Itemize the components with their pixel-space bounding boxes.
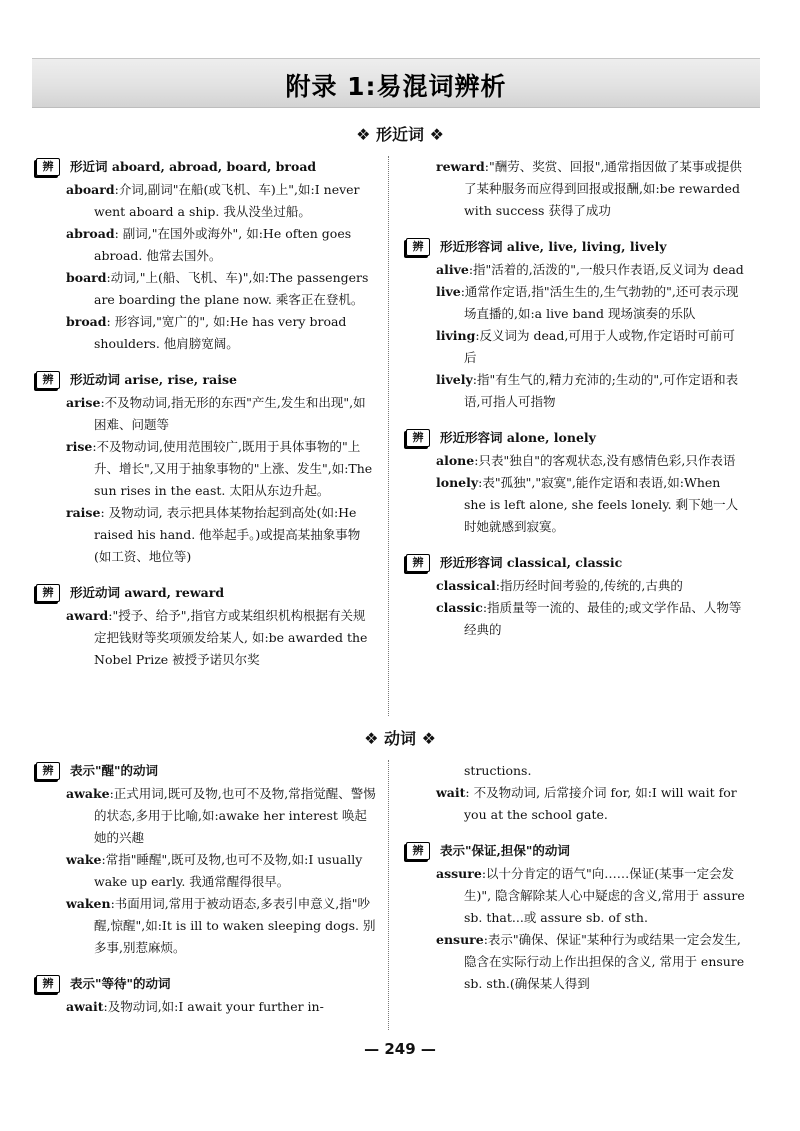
entry bbox=[66, 893, 376, 959]
entry-definition: :书面用词,常用于被动语态,多表引申意义,指"吵醒,惊醒",如:It is ill to waken sleeping dogs. 别多事,别惹麻烦。 bbox=[94, 896, 376, 955]
entry bbox=[66, 179, 376, 223]
entry-word: alone bbox=[436, 453, 475, 468]
bian-badge-icon: 辨 bbox=[36, 584, 60, 602]
group-heading: 辨 形近动词 arise, rise, raise bbox=[36, 369, 376, 391]
entry bbox=[66, 502, 376, 568]
left-column-upper bbox=[36, 156, 376, 671]
entry-word: reward bbox=[436, 159, 485, 174]
entry-word: waken bbox=[66, 896, 111, 911]
entry-definition: :正式用词,既可及物,也可不及物,常指觉醒、警惕的状态,多用于比喻,如:awake her interest 唤起她的兴趣 bbox=[94, 786, 376, 845]
entry-definition: :通常作定语,指"活生生的,生气勃勃的",还可表示现场直播的,如:a live band 现场演奏的乐队 bbox=[460, 284, 739, 321]
group-heading: 辨 形近形容词 alone, lonely bbox=[406, 427, 746, 449]
entry bbox=[66, 436, 376, 502]
group-heading: 辨 表示"醒"的动词 bbox=[36, 760, 376, 782]
entry-definition: :指历经时间考验的,传统的,古典的 bbox=[495, 578, 683, 593]
entry-word: classical bbox=[436, 578, 496, 593]
entry-definition: :反义词为 dead,可用于人或物,作定语时可前可后 bbox=[464, 328, 735, 365]
entry bbox=[66, 996, 376, 1018]
entry-definition: : 形容词,"宽广的", 如:He has very broad shoulders. 他肩膀宽阔。 bbox=[94, 314, 347, 351]
entry-definition: :"授予、给予",指官方或某组织机构根据有关规定把钱财等奖项颁发给某人, 如:be awarded the Nobel Prize 被授予诺贝尔奖 bbox=[94, 608, 368, 667]
page-title: 附录 1:易混词辨析 bbox=[285, 72, 507, 101]
column-divider bbox=[388, 760, 389, 1030]
group-heading: 辨 形近形容词 alive, live, living, lively bbox=[406, 236, 746, 258]
entry bbox=[436, 369, 746, 413]
entry bbox=[436, 929, 746, 995]
entry-continuation: structions. bbox=[464, 763, 532, 778]
entry-word: living bbox=[436, 328, 476, 343]
title-banner bbox=[32, 58, 760, 108]
entry-word: rise bbox=[66, 439, 93, 454]
entry-definition: :指"有生气的,精力充沛的;生动的",可作定语和表语,可指人可指物 bbox=[464, 372, 739, 409]
section-title-verbs: ❖ 动词 ❖ bbox=[364, 729, 436, 748]
entry-definition: :"酬劳、奖赏、回报",通常指因做了某事或提供了某种服务而应得到回报或报酬,如:be rewarded with success 获得了成功 bbox=[464, 159, 742, 218]
section-title-similar-words: ❖ 形近词 ❖ bbox=[356, 125, 444, 144]
entry-definition: :指"活着的,活泼的",一般只作表语,反义词为 dead bbox=[468, 262, 744, 277]
entry-definition: : 及物动词, 表示把具体某物抬起到高处(如:He raised his hand. 他举起手。)或提高某抽象事物(如工资、地位等) bbox=[94, 505, 361, 564]
entry-definition: : 不及物动词, 后常接介词 for, 如:I will wait for you at the school gate. bbox=[464, 785, 737, 822]
bian-badge-icon: 辨 bbox=[36, 158, 60, 176]
entry bbox=[66, 605, 376, 671]
entry-word: aboard bbox=[66, 182, 115, 197]
entry-definition: :不及物动词,指无形的东西"产生,发生和出现",如困难、问题等 bbox=[94, 395, 366, 432]
entry-word: await bbox=[66, 999, 104, 1014]
left-column-lower bbox=[36, 760, 376, 1018]
entry bbox=[436, 472, 746, 538]
bian-badge-icon: 辨 bbox=[406, 429, 430, 447]
group-heading: 辨 表示"等待"的动词 bbox=[36, 973, 376, 995]
entry-definition: :表"孤独","寂寞",能作定语和表语,如:When she is left alone, she feels lonely. 剩下她一人时她就感到寂寞。 bbox=[464, 475, 739, 534]
entry-word: abroad bbox=[66, 226, 115, 241]
entry bbox=[436, 597, 746, 641]
entry-definition: : 副词,"在国外或海外", 如:He often goes abroad. 他常去国外。 bbox=[94, 226, 352, 263]
entry-word: raise bbox=[66, 505, 101, 520]
page-number: — 249 — bbox=[364, 1040, 436, 1058]
entry-definition: :动词,"上(船、飞机、车)",如:The passengers are boarding the plane now. 乘客正在登机。 bbox=[94, 270, 369, 307]
bian-badge-icon: 辨 bbox=[406, 238, 430, 256]
bian-badge-icon: 辨 bbox=[406, 842, 430, 860]
entry bbox=[436, 156, 746, 222]
entry-definition: :介词,副词"在船(或飞机、车)上",如:I never went aboard a ship. 我从没坐过船。 bbox=[94, 182, 360, 219]
entry-word: lively bbox=[436, 372, 473, 387]
entry-word: live bbox=[436, 284, 461, 299]
bian-badge-icon: 辨 bbox=[36, 371, 60, 389]
bian-badge-icon: 辨 bbox=[406, 554, 430, 572]
entry-word: award bbox=[66, 608, 109, 623]
entry bbox=[436, 259, 746, 281]
entry-word: broad bbox=[66, 314, 107, 329]
entry bbox=[436, 325, 746, 369]
column-divider bbox=[388, 156, 389, 716]
entry bbox=[436, 863, 746, 929]
bian-badge-icon: 辨 bbox=[36, 762, 60, 780]
entry bbox=[66, 267, 376, 311]
entry-word: lonely bbox=[436, 475, 479, 490]
entry-word: awake bbox=[66, 786, 110, 801]
entry bbox=[66, 311, 376, 355]
entry bbox=[436, 281, 746, 325]
right-column-lower bbox=[406, 760, 746, 995]
entry bbox=[436, 782, 746, 826]
right-column-upper bbox=[406, 156, 746, 641]
group-heading: 辨 表示"保证,担保"的动词 bbox=[406, 840, 746, 862]
entry-word: wait bbox=[436, 785, 466, 800]
group-heading: 辨 形近形容词 classical, classic bbox=[406, 552, 746, 574]
entry bbox=[66, 783, 376, 849]
entry-definition: :指质量等一流的、最佳的;或文学作品、人物等经典的 bbox=[464, 600, 742, 637]
entry-definition: :及物动词,如:I await your further in- bbox=[103, 999, 324, 1014]
entry-word: ensure bbox=[436, 932, 484, 947]
entry bbox=[436, 450, 746, 472]
entry-definition: :以十分肯定的语气"向……保证(某事一定会发生)", 隐含解除某人心中疑虑的含义,常用于 assure sb. that...或 assure sb. of sth. bbox=[464, 866, 745, 925]
entry-definition: :表示"确保、保证"某种行为或结果一定会发生, 隐含在实际行动上作出担保的含义, 常用于 ensure sb. sth.(确保某人得到 bbox=[464, 932, 745, 991]
entry bbox=[436, 575, 746, 597]
entry-definition: :只表"独自"的客观状态,没有感情色彩,只作表语 bbox=[474, 453, 736, 468]
entry-definition: :不及物动词,使用范围较广,既用于具体事物的"上升、增长",又用于抽象事物的"上涨、发生",如:The sun rises in the east. 太阳从东边升起。 bbox=[92, 439, 373, 498]
entry-word: assure bbox=[436, 866, 482, 881]
entry-definition: :常指"睡醒",既可及物,也可不及物,如:I usually wake up early. 我通常醒得很早。 bbox=[94, 852, 363, 889]
entry-word: classic bbox=[436, 600, 483, 615]
entry bbox=[66, 392, 376, 436]
entry-word: arise bbox=[66, 395, 101, 410]
entry-word: board bbox=[66, 270, 107, 285]
group-heading: 辨 形近动词 award, reward bbox=[36, 582, 376, 604]
bian-badge-icon: 辨 bbox=[36, 975, 60, 993]
entry-word: wake bbox=[66, 852, 102, 867]
entry bbox=[66, 223, 376, 267]
group-heading: 辨 形近词 aboard, abroad, board, broad bbox=[36, 156, 376, 178]
entry-word: alive bbox=[436, 262, 469, 277]
entry bbox=[66, 849, 376, 893]
